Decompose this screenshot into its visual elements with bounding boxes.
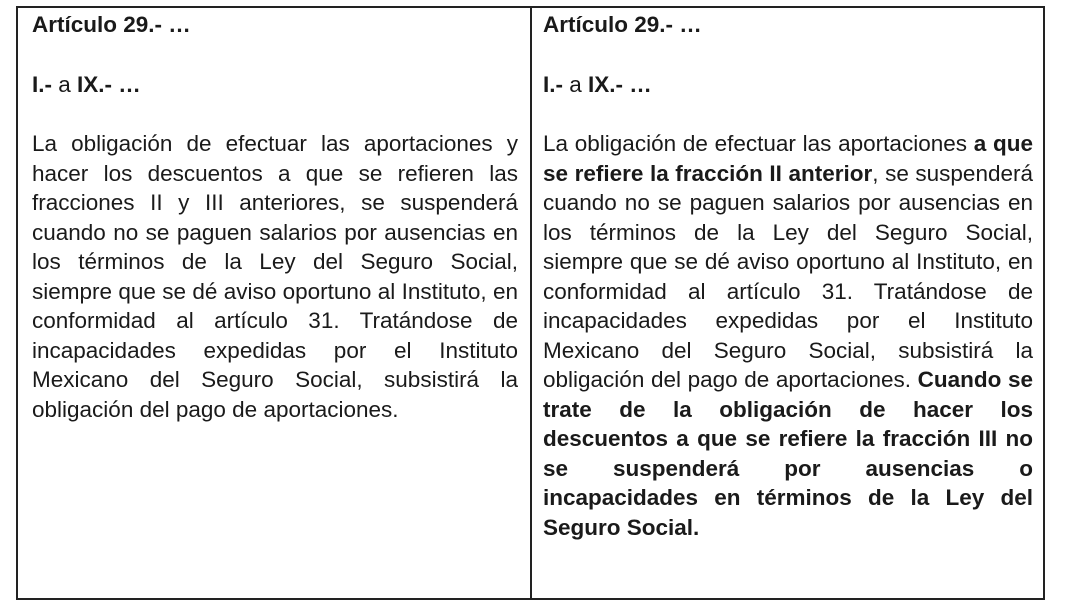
fraction-end: IX.- … (77, 71, 141, 97)
paragraph-text: , se suspenderá cuando no se paguen salarios por ausencias en los términos de la Ley del Seguro Social, siempre que se dé aviso oportuno al Instituto, en conformidad al artículo 31. Tratándose de incapacidades expedidas por el Instituto Mexicano del Seguro Social, subsistirá la obligación del pago de aportaciones. (543, 160, 1033, 392)
paragraph-amendment-bold: Cuando se trate de la obligación de hacer los descuentos a que se refiere la fracción III no se suspenderá por ausencias o incapacidades en términos de la Ley del Seguro Social. (543, 367, 1033, 540)
comparison-table (16, 6, 1045, 600)
article-heading: Artículo 29.- … (32, 12, 191, 37)
fraction-range (543, 70, 1033, 100)
fraction-connector: a (52, 71, 78, 97)
fraction-range (32, 70, 518, 100)
article-heading: Artículo 29.- … (543, 12, 702, 37)
right-column-proposed-text (532, 8, 1043, 598)
paragraph-amendment-bold: a que se refiere la fracción II anterior (543, 131, 1033, 186)
fraction-end: IX.- … (588, 71, 652, 97)
article-paragraph (543, 129, 1033, 542)
article-paragraph: La obligación de efectuar las aportaciones y hacer los descuentos a que se refieren las fracciones II y III anteriores, se suspenderá cuando no se paguen salarios por ausencias en los términos de la Ley del Seguro Social, siempre que se dé aviso oportuno al Instituto, en conformidad al artículo 31. Tratándose de incapacidades expedidas por el Instituto Mexicano del Seguro Social, subsistirá la obligación del pago de aportaciones. (32, 131, 518, 422)
fraction-connector: a (563, 71, 589, 97)
fraction-start: I.- (32, 71, 52, 97)
left-column-current-text (18, 8, 532, 598)
paragraph-text: La obligación de efectuar las aportaciones (543, 131, 974, 156)
fraction-start: I.- (543, 71, 563, 97)
